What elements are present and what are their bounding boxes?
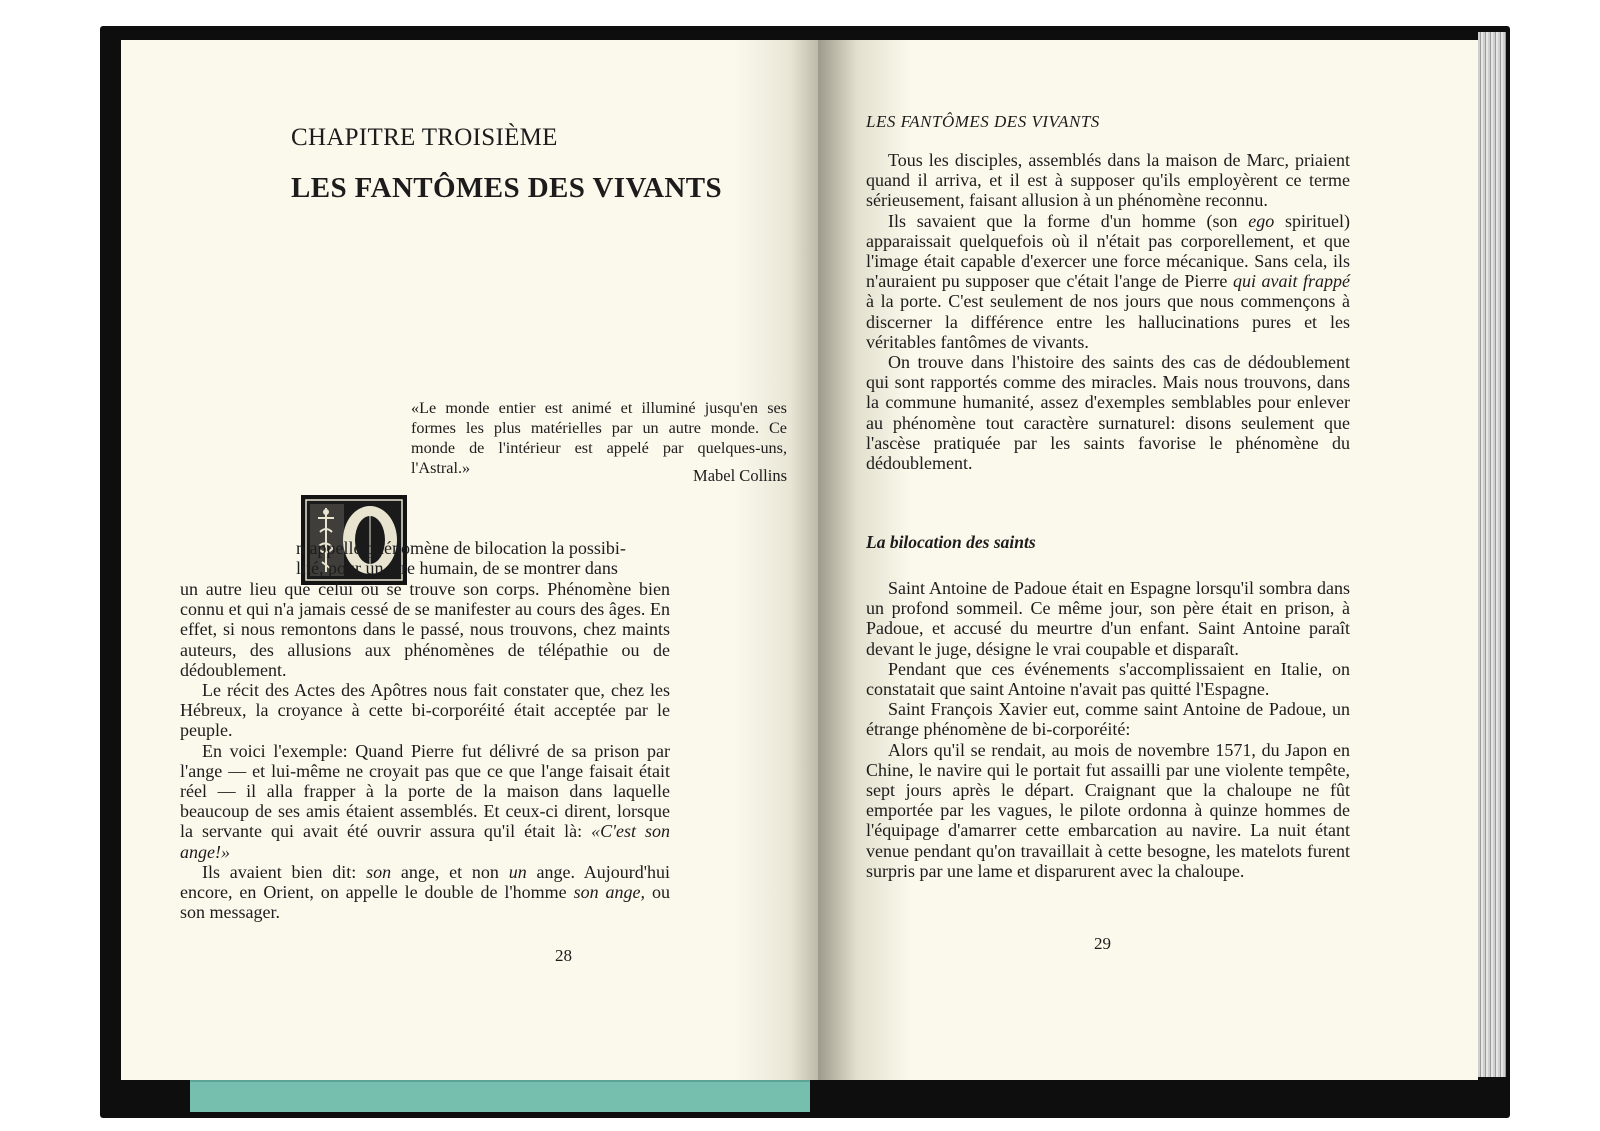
paragraph: un autre lieu que celui où se trouve son corps. Phénomène bien connu et qui n'a jamais cessé de se manifester au cours des âges. En effet, si nous remontons dans le passé, nous trouvons, chez maints auteurs, des allusions aux phénomènes de télépathie ou de dédoublement. <box>180 579 670 680</box>
paragraph: Saint François Xavier eut, comme saint Antoine de Padoue, un étrange phénomène de bi-corporéité: <box>866 699 1350 740</box>
paragraph: Tous les disciples, assemblés dans la maison de Marc, priaient quand il arriva, et il est à supposer qu'ils employèrent ce terme sérieusement, faisant allusion à un phénomène reconnu. <box>866 150 1350 211</box>
paragraph: Alors qu'il se rendait, au mois de novembre 1571, du Japon en Chine, le navire qui le portait fut assailli par une violente tempête, sept jours après le départ. Craignant que la chaloupe ne fût emportée par les vagues, le pilote ordonna à quinze hommes de l'équipage d'amarrer cette embarcation au navire. La nuit étant venue pendant qu'on travaillait à cette besogne, les matelots furent surpris par une lame et disparurent avec la chaloupe. <box>866 739 1350 881</box>
text-run: En voici l'exemple: Quand Pierre fut délivré de sa prison par l'ange — et lui-même ne croyait pas que ce que l'ange faisait était réel — il alla frapper à la porte de la maison dans laquelle beaucoup de ses amis étaient assemblés. Et ceux-ci dirent, lorsque la servante qui avait été ouvrir assura qu'il était là: <box>180 740 670 842</box>
paragraph <box>180 862 670 923</box>
section-heading: La bilocation des saints <box>866 532 1036 552</box>
italic-phrase: qui avait frappé <box>1232 271 1351 292</box>
italic-word: ego <box>1248 210 1275 231</box>
dropcap-line-1: n appelle phénomène de bilocation la possibi- <box>296 538 626 558</box>
left-page-number: 28 <box>555 946 572 965</box>
text-run: ange, et non <box>400 861 499 882</box>
dropcap-line-2: lité, pour un être humain, de se montrer dans <box>296 558 618 579</box>
italic-quote: «C'est son ange!» <box>180 821 671 862</box>
text-run: Ils savaient que la forme d'un homme (son <box>888 210 1238 231</box>
italic-word: son <box>366 861 392 882</box>
text-run: ou son messager. <box>180 882 670 923</box>
cover-edge-band <box>190 1080 810 1112</box>
paragraph <box>180 741 670 862</box>
paragraph <box>866 211 1350 352</box>
text-run: à la porte. C'est seulement de nos jours que nous commençons à discerner la différence entre les hallucinations pures et les véritables fantômes de vivants. <box>866 291 1350 352</box>
left-body-text <box>180 579 670 922</box>
right-body-text-top <box>866 150 1350 473</box>
text-run: ange. Aujourd'hui encore, en Orient, on appelle le double de l'homme <box>180 861 670 903</box>
paragraph: On trouve dans l'histoire des saints des cas de dédoublement qui sont rapportés comme des miracles. Mais nous trouvons, dans la commune humanité, assez d'exemples semblables pour enlever au phénomène tout caractère surnaturel: disons seulement que l'ascèse pratiquée par les saints favorise le phénomène du dédoublement. <box>866 352 1350 474</box>
paragraph: Le récit des Actes des Apôtres nous fait constater que, chez les Hébreux, la croyance à cette bi-corporéité était acceptée par le peuple. <box>180 680 670 741</box>
epigraph-author: Mabel Collins <box>693 466 787 485</box>
text-run: Ils avaient bien dit: <box>202 861 357 882</box>
right-body-text-bottom <box>866 578 1350 881</box>
running-head: LES FANTÔMES DES VIVANTS <box>866 112 1100 131</box>
dropcap-lines <box>296 538 670 578</box>
epigraph-text: «Le monde entier est animé et illuminé jusqu'en ses formes les plus matérielles par un autre monde. Ce monde de l'intérieur est appelé par quelques-uns, l'Astral.» <box>411 399 787 477</box>
text-run: spirituel) apparaissait quelquefois où il n'était pas corporellement, et que l'image était capable d'exercer une force mécanique. Sans cela, ils n'auraient pu supposer que c'était l'ange de Pierre <box>866 210 1351 292</box>
chapter-label: CHAPITRE TROISIÈME <box>291 124 558 151</box>
paragraph: Saint Antoine de Padoue était en Espagne lorsqu'il sombra dans un profond sommeil. Ce même jour, son père était en prison, à Padoue, et accusé du meurtre d'un enfant. Saint Antoine paraît devant le juge, désigne le vrai coupable et disparaît. <box>866 578 1350 659</box>
right-page-number: 29 <box>1094 934 1111 953</box>
chapter-title: LES FANTÔMES DES VIVANTS <box>291 172 723 204</box>
paragraph: Pendant que ces événements s'accomplissaient en Italie, on constatait que saint Antoine n'avait pas quitté l'Espagne. <box>866 658 1350 700</box>
italic-word: son ange, <box>573 882 646 903</box>
page-edges <box>1478 32 1506 1077</box>
italic-word: un <box>508 861 527 882</box>
